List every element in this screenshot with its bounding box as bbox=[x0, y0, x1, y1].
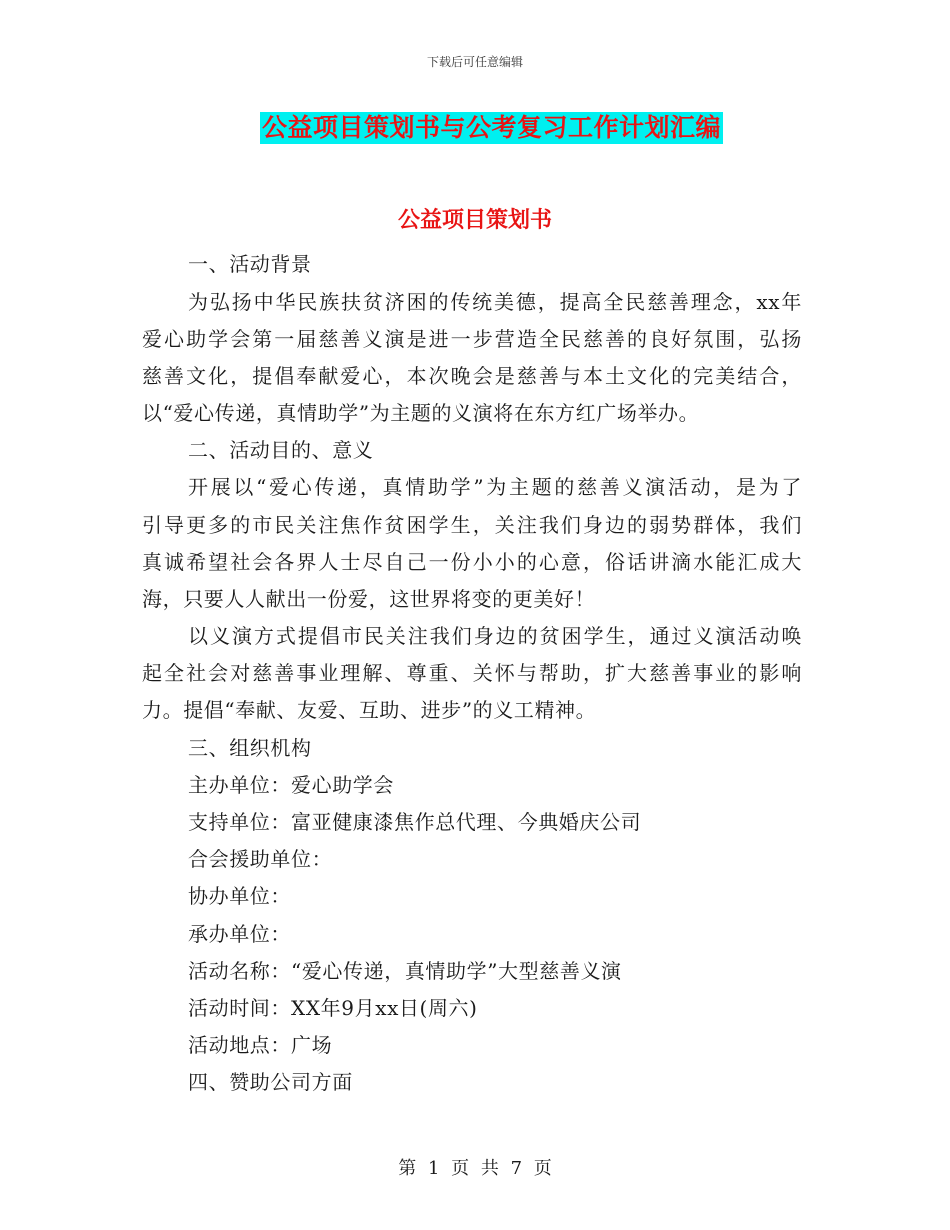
organizer: 承办单位： bbox=[188, 922, 291, 946]
event-name: 活动名称：“爱心传递，真情助学”大型慈善义演 bbox=[188, 959, 622, 983]
heading-purpose: 二、活动目的、意义 bbox=[188, 438, 374, 462]
paragraph-line: 爱心助学会第一届慈善义演是进一步营造全民慈善的良好氛围，弘扬 bbox=[142, 327, 802, 351]
assist-unit: 合会援助单位： bbox=[188, 847, 333, 871]
paragraph-line: 引导更多的市民关注焦作贫困学生，关注我们身边的弱势群体，我们 bbox=[142, 513, 802, 537]
main-title: 公益项目策划书与公考复习工作计划汇编 bbox=[262, 113, 722, 142]
paragraph-line: 起全社会对慈善事业理解、尊重、关怀与帮助，扩大慈善事业的影响 bbox=[142, 661, 802, 685]
event-time: 活动时间：XX年9月xx日(周六) bbox=[188, 996, 478, 1020]
paragraph-line: 慈善文化，提倡奉献爱心，本次晚会是慈善与本土文化的完美结合， bbox=[142, 364, 802, 388]
heading-background: 一、活动背景 bbox=[188, 252, 312, 276]
event-place: 活动地点：广场 bbox=[188, 1033, 333, 1057]
paragraph-line: 以“爱心传递，真情助学”为主题的义演将在东方红广场举办。 bbox=[142, 401, 700, 425]
host-unit: 主办单位：爱心助学会 bbox=[188, 773, 394, 797]
paragraph-line: 真诚希望社会各界人士尽自己一份小小的心意，俗话讲滴水能汇成大 bbox=[142, 550, 802, 574]
co-organizer: 协办单位： bbox=[188, 884, 291, 908]
paragraph-line: 力。提倡“奉献、友爱、互助、进步”的义工精神。 bbox=[142, 698, 597, 722]
paragraph-line: 海，只要人人献出一份爱，这世界将变的更美好！ bbox=[142, 587, 596, 611]
header-note: 下载后可任意编辑 bbox=[426, 55, 523, 69]
heading-sponsor: 四、赞助公司方面 bbox=[188, 1070, 353, 1094]
page-footer: 第 1 页 共 7 页 bbox=[398, 1158, 552, 1179]
support-unit: 支持单位：富亚健康漆焦作总代理、今典婚庆公司 bbox=[188, 810, 642, 834]
heading-organization: 三、组织机构 bbox=[188, 736, 312, 760]
paragraph-line: 为弘扬中华民族扶贫济困的传统美德，提高全民慈善理念，xx年 bbox=[188, 290, 802, 314]
paragraph-line: 开展以“爱心传递，真情助学”为主题的慈善义演活动，是为了 bbox=[188, 475, 802, 499]
paragraph-line: 以义演方式提倡市民关注我们身边的贫困学生，通过义演活动唤 bbox=[188, 624, 802, 648]
section-title: 公益项目策划书 bbox=[397, 207, 552, 233]
